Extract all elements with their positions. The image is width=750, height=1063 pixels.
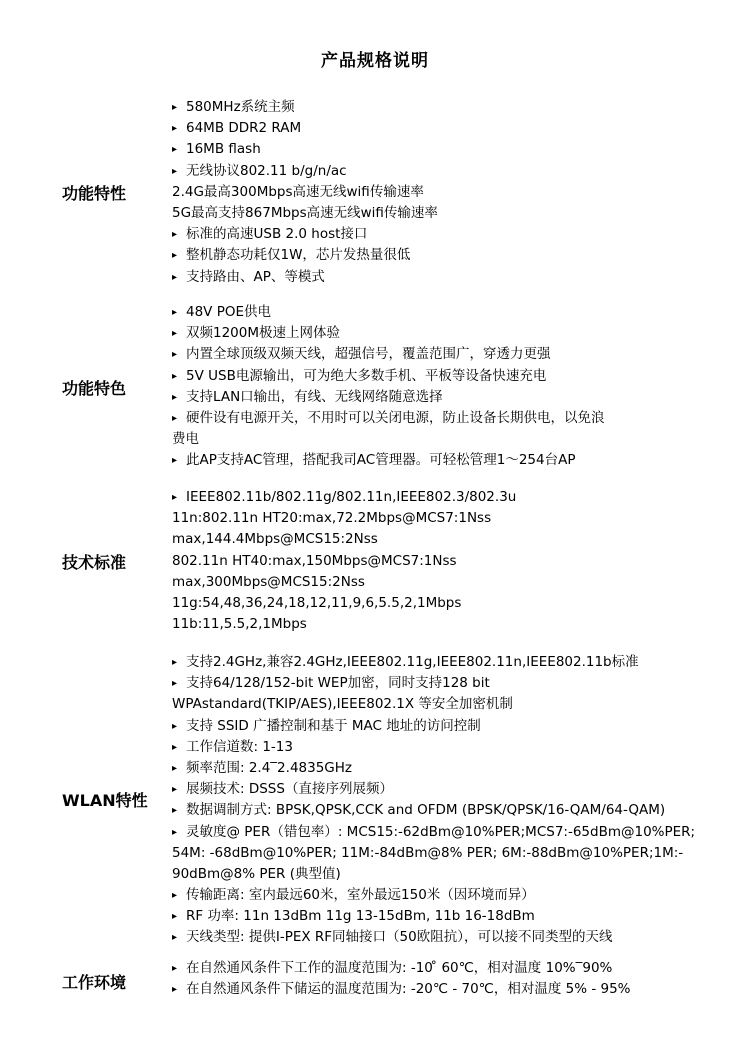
spec-line [172,694,722,715]
spec-line-text: 支持 SSID 广播控制和基于 MAC 地址的访问控制 [186,717,481,734]
spec-line [172,97,722,118]
spec-line-text: 此AP支持AC管理，搭配我司AC管理器。可轻松管理1～254台AP [186,452,576,469]
spec-line [172,673,722,694]
spec-line [172,958,722,979]
spec-line [172,800,722,821]
spec-line-text: 802.11n HT40:max,150Mbps@MCS7:1Nss [172,552,457,569]
section-label: 技术标准 [62,553,127,572]
spec-line-text: 天线类型: 提供I-PEX RF同轴接口（50欧阻抗），可以接不同类型的天线 [186,929,613,946]
bullet-triangle-icon: ▸ [172,123,178,135]
spec-line-text: 580MHz系统主频 [186,99,295,115]
spec-line [172,387,722,408]
spec-line [172,450,722,471]
spec-line [172,614,722,635]
bullet-triangle-icon: ▸ [172,165,178,177]
spec-line [172,779,722,800]
spec-line-text: 展频技术: DSSS（直接序列展频） [186,781,393,798]
spec-line [172,979,722,1000]
bullet-triangle-icon: ▸ [172,678,178,690]
spec-line-text: 11g:54,48,36,24,18,12,11,9,6,5.5,2,1Mbps [172,594,462,611]
spec-line [172,408,722,429]
bullet-triangle-icon: ▸ [172,144,178,156]
bullet-triangle-icon: ▸ [172,391,178,403]
bullet-triangle-icon: ▸ [172,328,178,340]
spec-line-text: 5V USB电源输出，可为绝大多数手机、平板等设备快速充电 [186,367,547,384]
bullet-triangle-icon: ▸ [172,720,178,732]
spec-line-text: 无线协议802.11 b/g/n/ac [186,162,347,179]
section-lines [172,958,722,1000]
spec-line [172,572,722,593]
spec-line-text: 硬件设有电源开关，不用时可以关闭电源，防止设备长期供电，以免浪 [186,409,605,426]
spec-line-text: 48V POE供电 [186,304,272,320]
spec-line [172,885,722,906]
spec-line-text: 数据调制方式: BPSK,QPSK,CCK and OFDM (BPSK/QPSK/16-QAM/64-QAM) [186,802,666,819]
bullet-triangle-icon: ▸ [172,250,178,262]
spec-line [172,843,722,864]
spec-line [172,267,722,288]
spec-line [172,245,722,266]
spec-line-text: 工作信道数: 1-13 [186,738,293,755]
spec-line-text: 整机静态功耗仅1W，芯片发热量很低 [186,247,411,264]
bullet-triangle-icon: ▸ [172,370,178,382]
spec-line [172,551,722,572]
spec-line [172,487,722,508]
bullet-triangle-icon: ▸ [172,932,178,944]
spec-line-text: 支持2.4GHz,兼容2.4GHz,IEEE802.11g,IEEE802.11n,IEEE802.11b标准 [186,654,639,670]
bullet-triangle-icon: ▸ [172,657,178,668]
bullet-triangle-icon: ▸ [172,229,178,241]
spec-line-text: max,144.4Mbps@MCS15:2Nss [172,531,378,548]
spec-line-text: 11b:11,5.5,2,1Mbps [172,616,307,633]
spec-line-text: 54M: -68dBm@10%PER; 11M:-84dBm@8% PER; 6M:-88dBm@10%PER;1M:- [172,844,684,861]
spec-line [172,302,722,323]
spec-line [172,758,722,779]
section-lines [172,97,722,288]
bullet-triangle-icon: ▸ [172,826,178,838]
spec-line-text: 双频1200M极速上网体验 [186,325,341,342]
bullet-triangle-icon: ▸ [172,984,178,996]
bullet-triangle-icon: ▸ [172,963,178,974]
spec-line-text: RF 功率: 11n 13dBm 11g 13-15dBm, 11b 16-18dBm [186,908,535,925]
spec-line [172,203,722,224]
spec-line [172,508,722,529]
section-lines [172,652,722,949]
bullet-triangle-icon: ▸ [172,741,178,753]
bullet-triangle-icon: ▸ [172,412,178,424]
bullet-triangle-icon: ▸ [172,762,178,774]
section-label: 功能特性 [62,184,127,203]
spec-line-text: 在自然通风条件下工作的温度范围为: -10 ̊ 60℃，相对温度 10%‾90% [186,960,613,976]
spec-line-text: 传输距离: 室内最远60米，室外最远150米（因环境而异） [186,887,535,904]
section-label: 功能特色 [62,379,127,398]
spec-line [172,323,722,344]
section-lines [172,487,722,635]
spec-line-text: 内置全球顶级双频天线，超强信号，覆盖范围广，穿透力更强 [186,346,551,363]
bullet-triangle-icon: ▸ [172,349,178,361]
spec-line-text: 费电 [172,431,199,448]
page-title: 产品规格说明 [321,51,429,71]
section-lines [172,302,722,472]
section-label: WLAN特性 [62,791,148,810]
spec-line-text: 灵敏度@ PER（错包率）: MCS15:-62dBm@10%PER;MCS7:-65dBm@10%PER; [186,823,696,840]
spec-line [172,366,722,387]
spec-line [172,716,722,737]
spec-line [172,906,722,927]
spec-line-text: 2.4G最高300Mbps高速无线wifi传输速率 [172,183,424,200]
spec-line [172,429,722,450]
spec-line-text: 标准的高速USB 2.0 host接口 [186,226,368,243]
bullet-triangle-icon: ▸ [172,455,178,467]
spec-line [172,737,722,758]
spec-line [172,139,722,160]
spec-line-text: IEEE802.11b/802.11g/802.11n,IEEE802.3/802.3u [186,489,517,505]
spec-line-text: 64MB DDR2 RAM [186,120,302,137]
spec-line-text: 90dBm@8% PER (典型值) [172,865,341,882]
spec-line [172,593,722,614]
bullet-triangle-icon: ▸ [172,102,178,113]
spec-line-text: WPAstandard(TKIP/AES),IEEE802.1X 等安全加密机制 [172,696,513,713]
spec-line-text: 5G最高支持867Mbps高速无线wifi传输速率 [172,204,438,221]
bullet-triangle-icon: ▸ [172,911,178,923]
spec-line-text: 频率范围: 2.4‾2.4835GHz [186,759,352,776]
spec-line-text: 在自然通风条件下储运的温度范围为: -20℃ - 70℃，相对温度 5% - 95% [186,981,631,998]
bullet-triangle-icon: ▸ [172,784,178,796]
spec-line-text: 11n:802.11n HT20:max,72.2Mbps@MCS7:1Nss [172,510,492,527]
spec-line-text: 16MB flash [186,141,261,158]
spec-line-text: 支持路由、AP、等模式 [186,268,325,285]
bullet-triangle-icon: ▸ [172,890,178,902]
spec-line [172,118,722,139]
spec-line [172,864,722,885]
spec-line [172,344,722,365]
spec-line [172,161,722,182]
bullet-triangle-icon: ▸ [172,805,178,817]
spec-line-text: 支持LAN口输出，有线、无线网络随意选择 [186,388,443,405]
bullet-triangle-icon: ▸ [172,307,178,318]
spec-line [172,652,722,673]
bullet-triangle-icon: ▸ [172,271,178,283]
spec-line [172,927,722,948]
section-label: 工作环境 [62,973,127,992]
spec-line-text: max,300Mbps@MCS15:2Nss [172,573,365,590]
bullet-triangle-icon: ▸ [172,492,178,503]
spec-line [172,182,722,203]
spec-line [172,224,722,245]
spec-line [172,822,722,843]
spec-line [172,529,722,550]
spec-line-text: 支持64/128/152-bit WEP加密，同时支持128 bit [186,675,490,692]
